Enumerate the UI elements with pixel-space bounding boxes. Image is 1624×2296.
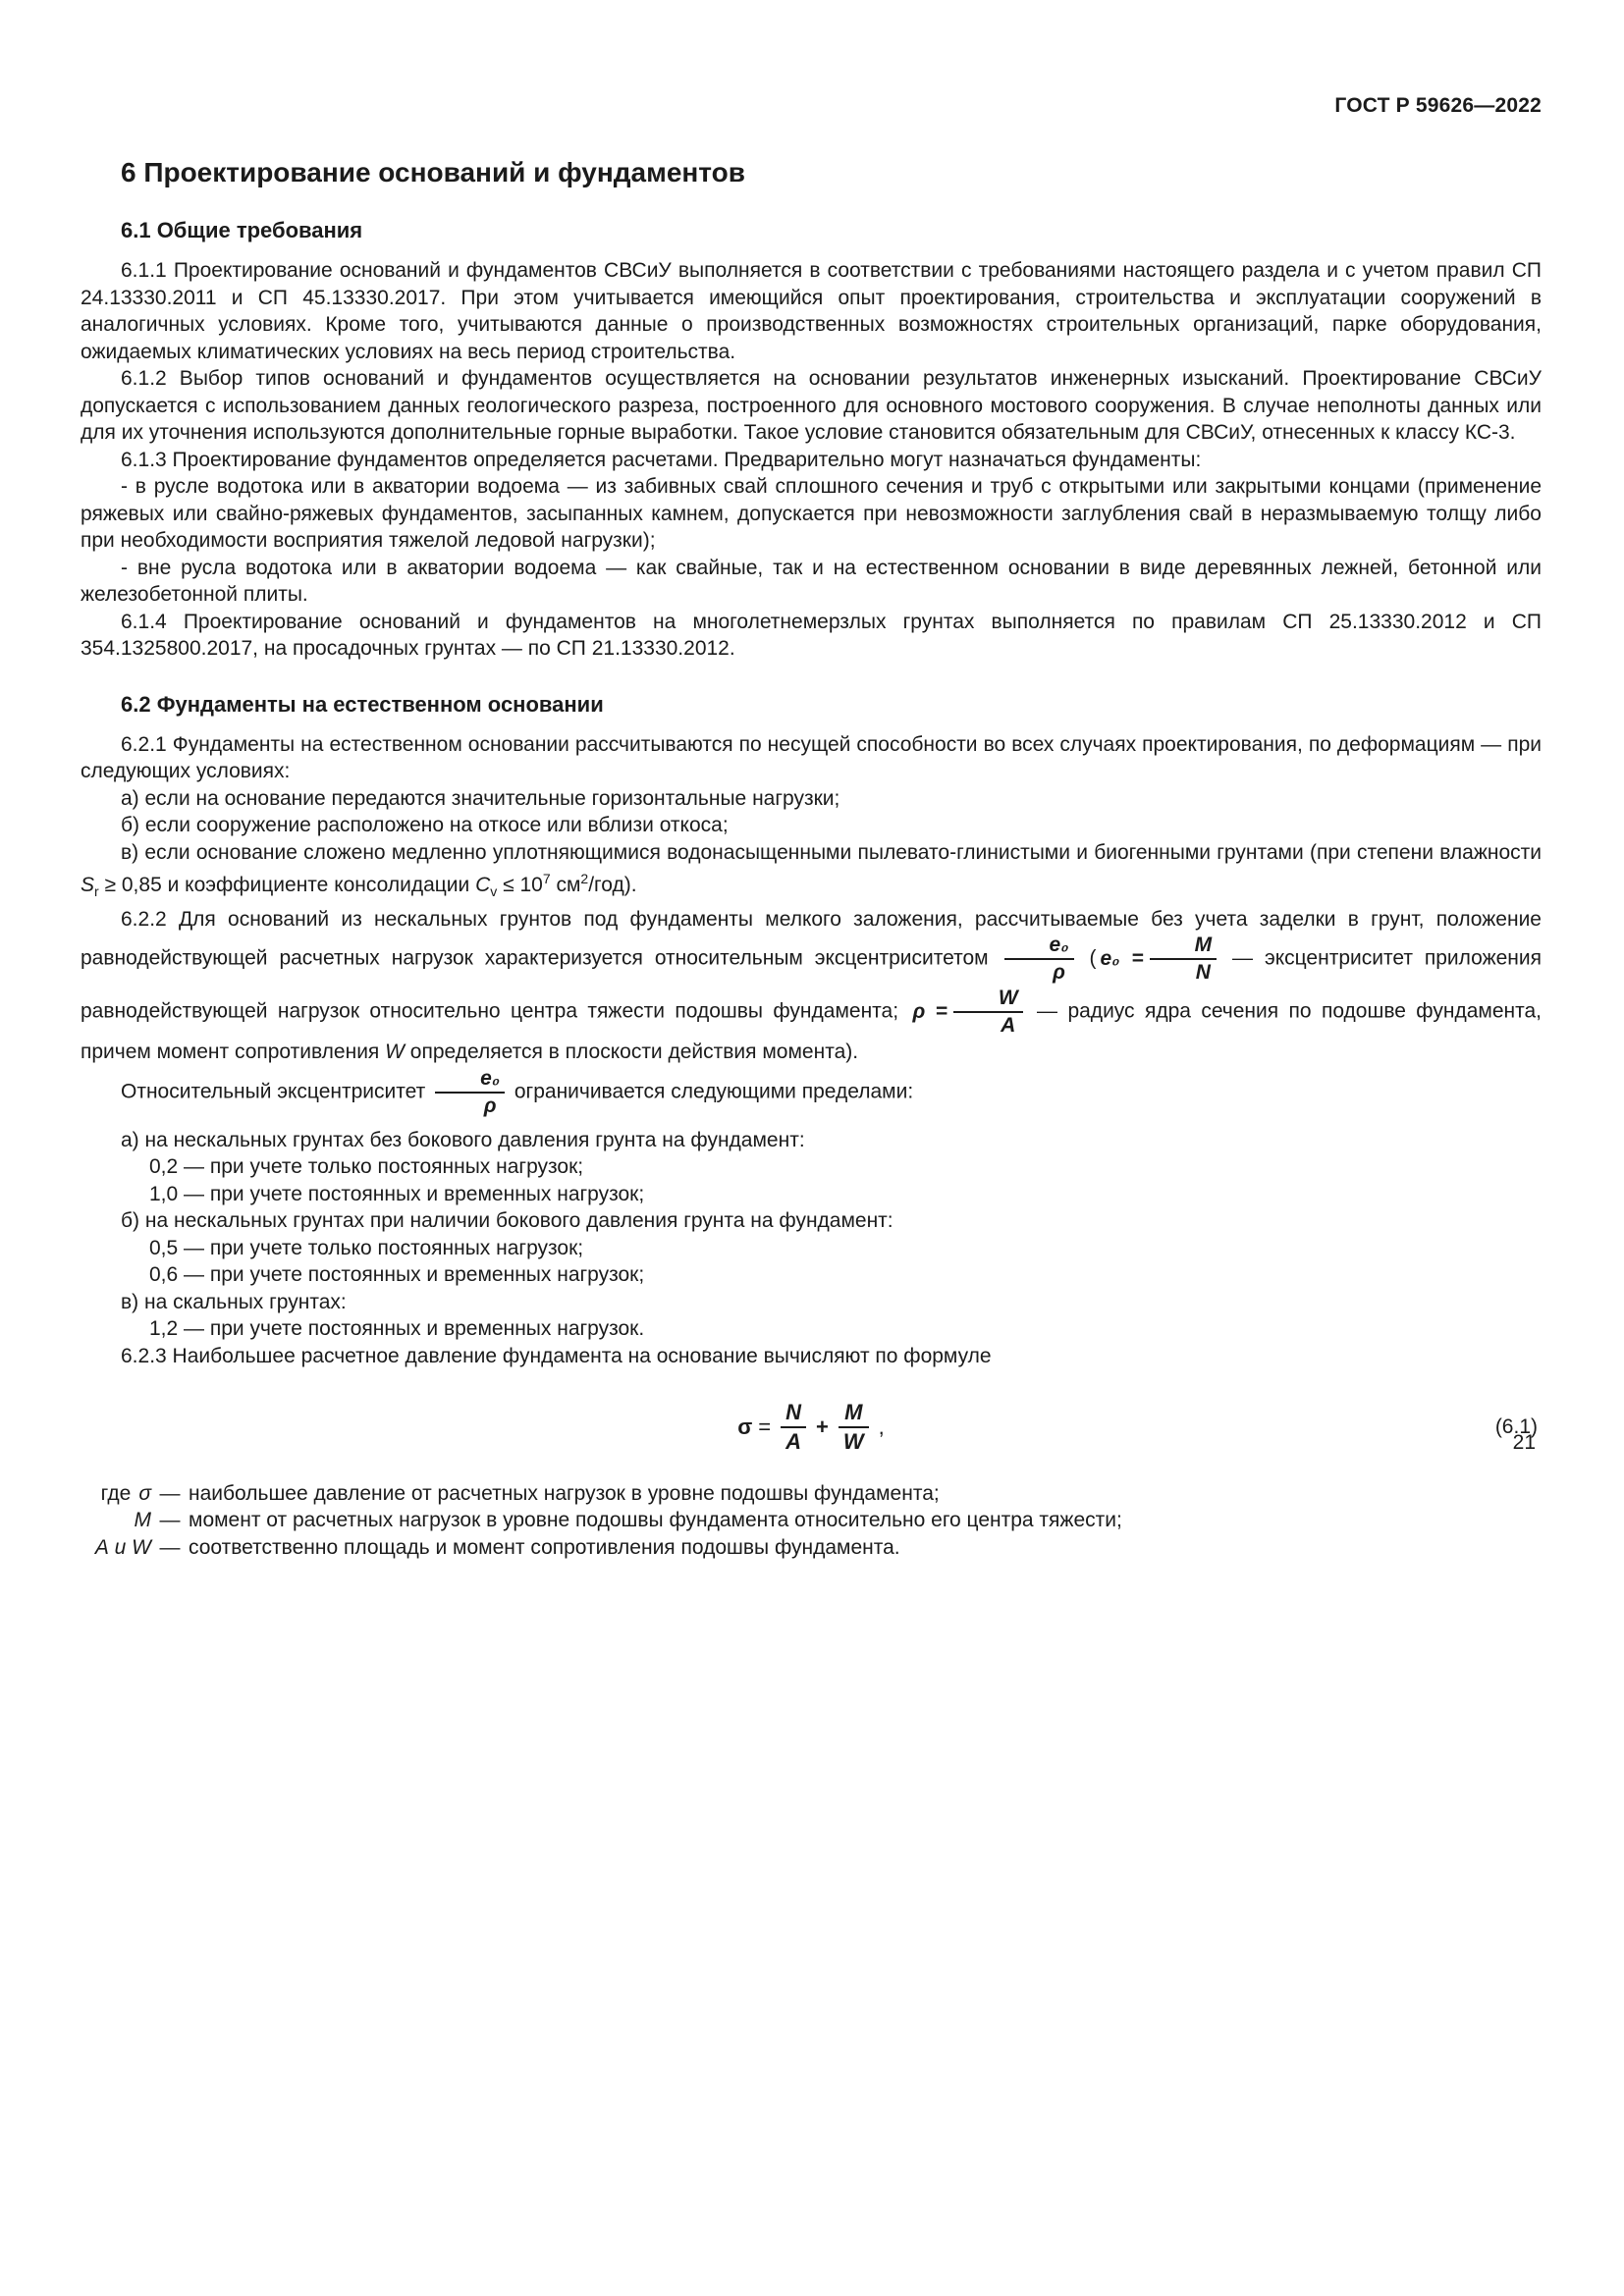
formula-lhs-e0: e₀ = [1100,946,1144,970]
equals-sign: = [758,1414,772,1439]
text-run: ограничивается следующими пределами: [509,1080,914,1103]
superscript-2: 2 [580,871,589,886]
text-run: определяется в плоскости действия момента). [404,1041,859,1064]
limit-value-b1: 0,5 — при учете только постоянных нагрузок; [149,1236,584,1259]
dash: — [159,1535,181,1559]
dash: — [159,1481,181,1505]
limit-value-a2: 1,0 — при учете постоянных и временных нагрузок; [149,1182,645,1205]
paragraph-6-1-1: 6.1.1 Проектирование оснований и фундаментов СВСиУ выполняется в соответствии с требованиями настоящего раздела и с учетом правил СП 24.13330.2011 и СП 45.13330.2017. При этом учитывается имеющийся опыт проектирования, строительства и эксплуатации сооружений в аналогичных условиях. Кроме того, учитываются данные о производственных возможностях строительных организаций, парке оборудования, ожидаемых климатических условиях на весь период строительства. [81,259,1542,363]
list-item-a: а) если на основание передаются значительные горизонтальные нагрузки; [121,786,840,810]
paragraph-6-1-2: 6.1.2 Выбор типов оснований и фундаментов осуществляется на основании результатов инженерных изысканий. Проектирование СВСиУ допускается с использованием данных геологического разреза, построенного для основного мостового сооружения. В случае неполноты данных или для их уточнения используются дополнительные горные выработки. Такое условие становится обязательным для СВСиУ, отнесенных к классу КС-3. [81,367,1542,444]
subscript-r: r [94,883,99,900]
text-run: — эксцентриситет приложения равнодействующей нагрузок относительно центра тяжести подошвы фундамента; [81,946,1543,1023]
where-row-m [81,1507,1542,1534]
text-run: — радиус ядра сечения по подошве фундамента, причем момент сопротивления [81,999,1542,1064]
fraction-m-w: $\frac{M}{W}$ [839,1401,869,1452]
section-6-title: 6 Проектирование оснований и фундаментов [121,157,745,187]
text-run: /год). [588,874,637,896]
subscript-v: v [490,883,498,900]
page-number: 21 [1512,1431,1536,1454]
symbol-sr: S [81,874,95,896]
superscript-7: 7 [542,871,551,886]
limit-item-a: а) на нескальных грунтах без бокового давления грунта на фундамент: [121,1128,805,1151]
where-text: наибольшее давление от расчетных нагрузок в уровне подошвы фундамента; [189,1481,940,1505]
text-run: ≥ 0,85 и коэффициенте консолидации [98,874,476,896]
formula-lhs-rho: ρ = [912,999,947,1023]
text-run: в) если основание сложено медленно уплотняющимися водонасыщенными пылевато-глинистыми и биогенными грунтами (при степени влажности [121,840,1542,864]
where-term: А и W [94,1535,151,1559]
section-6-1-title: 6.1 Общие требования [121,218,363,242]
paragraph-6-1-3: 6.1.3 Проектирование фундаментов определяется расчетами. Предварительно могут назначаться фундаменты: [121,448,1202,471]
list-item-b: б) если сооружение расположено на откосе или вблизи откоса; [121,814,729,836]
fraction-e0-rho: $\frac{\text{e₀}}{\rho}$ [435,1068,505,1117]
list-item-riverbed: - в русле водотока или в акватории водоема — из забивных свай сплошного сечения и труб с открытыми или закрытыми концами (применение ряжевых или свайно-ряжевых фундаментов, засыпанных камнем, допускается при невозможности заглубления свай в неразмываемую толщу либо при необходимости восприятия тяжелой ледовой нагрузки); [81,475,1542,552]
text-run: ( [1077,946,1097,970]
paragraph-6-1-4: 6.1.4 Проектирование оснований и фундаментов на многолетнемерзлых грунтах выполняется по правилам СП 25.13330.2012 и СП 354.1325800.2017, на просадочных грунтах — по СП 21.13330.2012. [81,610,1542,660]
equation-number: (6.1) [1494,1415,1538,1438]
symbol-cv: C [475,874,491,896]
limit-value-v1: 1,2 — при учете постоянных и временных нагрузок. [149,1317,645,1341]
doc-number: ГОСТ Р 59626—2022 [1334,94,1542,117]
equation-body [737,1399,885,1454]
plus-sign: + [816,1414,829,1439]
section-6-2-title: 6.2 Фундаменты на естественном основании [121,691,604,717]
limit-value-b2: 0,6 — при учете постоянных и временных нагрузок; [149,1263,645,1287]
fraction-n-a: $\frac{N}{A}$ [781,1401,806,1452]
paragraph-6-2-1: 6.2.1 Фундаменты на естественном основании рассчитываются по несущей способности во всех случаях проектирования, по деформациям — при следующих условиях: [81,732,1542,782]
where-text: момент от расчетных нагрузок в уровне подошвы фундамента относительно его центра тяжести; [189,1509,1122,1532]
paragraph-6-2-2 [81,906,1542,1066]
comma: , [878,1414,885,1439]
paragraph-6-2-3: 6.2.3 Наибольшее расчетное давление фундамента на основание вычисляют по формуле [121,1344,992,1367]
symbol-w: W [385,1041,405,1064]
fraction-w-a: $\frac{W}{A}$ [953,988,1023,1037]
where-definitions [81,1480,1542,1562]
where-term: M [134,1509,151,1532]
symbol-sigma: σ [737,1414,753,1439]
list-item-v [81,839,1542,906]
text-run: 6.2.2 Для оснований из нескальных грунтов под фундаменты мелкого заложения, рассчитываемые без учета заделки в грунт, положение равнодействующей расчетных нагрузок характеризуется относительным эксцентриситетом [81,907,1542,970]
text-run: ≤ 10 [497,874,543,896]
limit-item-v: в) на скальных грунтах: [121,1290,347,1313]
fraction-e0-rho: $\frac{\text{e₀}}{\rho}$ [1004,934,1074,984]
where-row-a-w [81,1534,1542,1562]
text-run: см [550,874,581,896]
where-row-sigma [81,1480,1542,1508]
equation-6-1 [81,1399,1542,1454]
list-item-outside-riverbed: - вне русла водотока или в акватории водоема — как свайные, так и на естественном основании в виде деревянных лежней, бетонной или железобетонной плиты. [81,556,1542,606]
fraction-m-n: $\frac{M}{N}$ [1150,934,1218,984]
text-run: Относительный эксцентриситет [121,1080,432,1103]
limit-item-b: б) на нескальных грунтах при наличии бокового давления грунта на фундамент: [121,1209,893,1233]
limit-value-a1: 0,2 — при учете только постоянных нагрузок; [149,1155,584,1179]
paragraph-relative-eccentricity [81,1066,1542,1119]
where-text: соответственно площадь и момент сопротивления подошвы фундамента. [189,1535,900,1559]
where-term: где σ [100,1481,151,1505]
dash: — [159,1509,181,1532]
